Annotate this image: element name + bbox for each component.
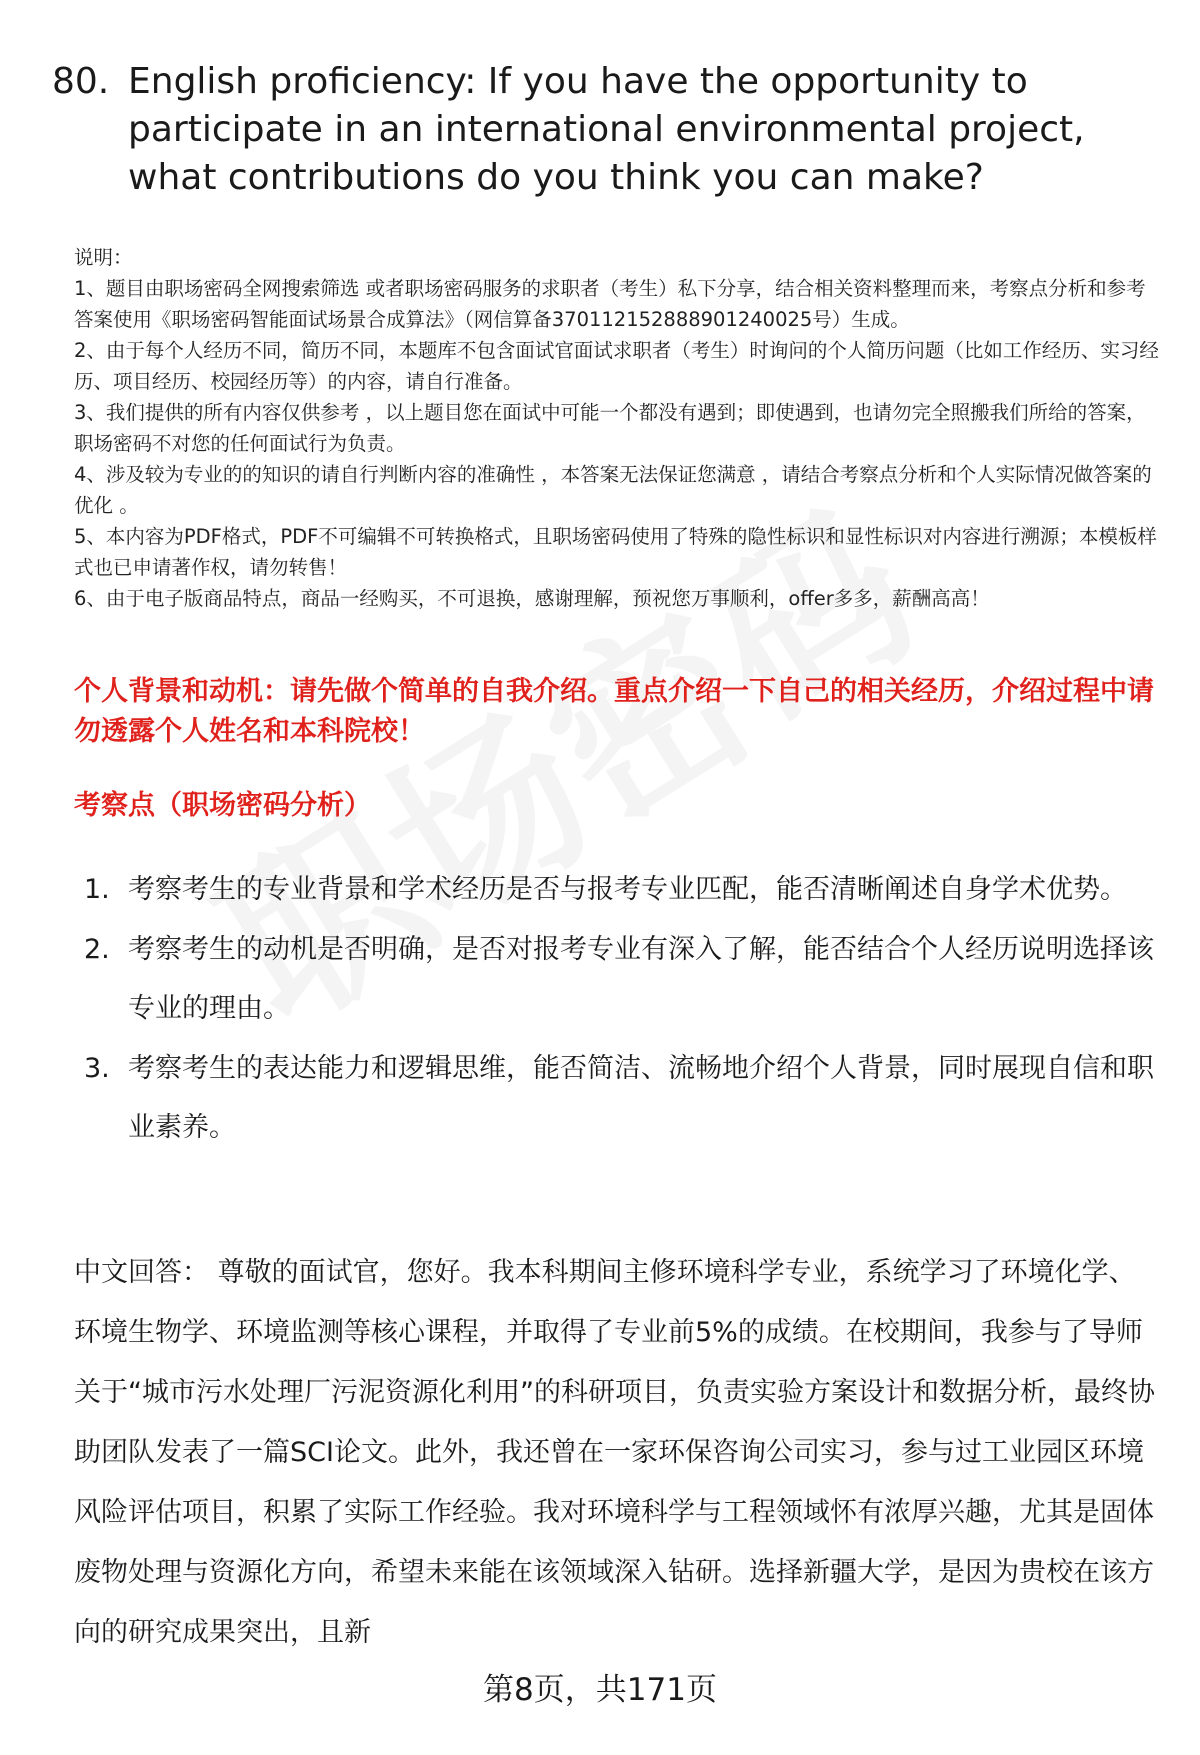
- list-item: [84, 920, 1154, 1038]
- page-number: 第8页，共171页: [483, 1672, 717, 1708]
- analysis-points: [84, 860, 1154, 1158]
- section-title: 个人背景和动机：请先做个简单的自我介绍。重点介绍一下自己的相关经历，介绍过程中请勿透露个人姓名和本科院校！: [74, 676, 1154, 747]
- list-item-number: 1.: [84, 874, 110, 905]
- question-heading: [52, 58, 1142, 202]
- notes-heading: 说明：: [74, 246, 133, 269]
- answer-text: 尊敬的面试官，您好。我本科期间主修环境科学专业，系统学习了环境化学、环境生物学、环境监测等核心课程，并取得了专业前5%的成绩。在校期间，我参与了导师关于“城市污水处理厂污泥资源化利用”的科研项目，负责实验方案设计和数据分析，最终协助团队发表了一篇SCI论文。此外，我还曾在一家环保咨询公司实习，参与过工业园区环境风险评估项目，积累了实际工作经验。我对环境科学与工程领域怀有浓厚兴趣，尤其是固体废物处理与资源化方向，希望未来能在该领域深入钻研。选择新疆大学，是因为贵校在该方向的研究成果突出，且新: [74, 1257, 1155, 1648]
- notes-item: 3、我们提供的所有内容仅供参考 ，以上题目您在面试中可能一个都没有遇到；即使遇到，也请勿完全照搬我们所给的答案，职场密码不对您的任何面试行为负责。: [74, 401, 1146, 455]
- notes-item: 4、涉及较为专业的的知识的请自行判断内容的准确性 ，本答案无法保证您满意 ，请结合考察点分析和个人实际情况做答案的优化 。: [74, 463, 1152, 517]
- notes-item: 1、题目由职场密码全网搜索筛选 或者职场密码服务的求职者（考生）私下分享，结合相关资料整理而来，考察点分析和参考答案使用《职场密码智能面试场景合成算法》（网信算备370112152888901240025号）生成。: [74, 277, 1146, 331]
- list-item-text: 考察考生的动机是否明确，是否对报考专业有深入了解，能否结合个人经历说明选择该专业的理由。: [128, 934, 1154, 1024]
- question-number: 80.: [52, 61, 110, 102]
- notes-item: 6、由于电子版商品特点，商品一经购买，不可退换，感谢理解，预祝您万事顺利，offer多多，薪酬高高！: [74, 587, 990, 610]
- notes-item: 2、由于每个人经历不同，简历不同，本题库不包含面试官面试求职者（考生）时询问的个人简历问题（比如工作经历、实习经历、项目经历、校园经历等）的内容，请自行准备。: [74, 339, 1159, 393]
- notes-item: 5、本内容为PDF格式，PDF不可编辑不可转换格式，且职场密码使用了特殊的隐性标识和显性标识对内容进行溯源；本模板样式也已申请著作权，请勿转售！: [74, 525, 1157, 579]
- list-item: [84, 1039, 1154, 1157]
- question-text: English proficiency: If you have the opportunity to participate in an international environmental project, what contributions do you think you can make?: [128, 61, 1085, 198]
- answer-label: 中文回答：: [74, 1257, 209, 1288]
- list-item-number: 3.: [84, 1053, 110, 1084]
- list-item: [84, 860, 1154, 919]
- list-item-text: 考察考生的专业背景和学术经历是否与报考专业匹配，能否清晰阐述自身学术优势。: [128, 874, 1127, 905]
- notes-block: [74, 242, 1160, 614]
- analysis-title: 考察点（职场密码分析）: [74, 790, 371, 821]
- list-item-text: 考察考生的表达能力和逻辑思维，能否简洁、流畅地介绍个人背景，同时展现自信和职业素养。: [128, 1053, 1154, 1143]
- answer-paragraph: [74, 1243, 1160, 1663]
- list-item-number: 2.: [84, 934, 110, 965]
